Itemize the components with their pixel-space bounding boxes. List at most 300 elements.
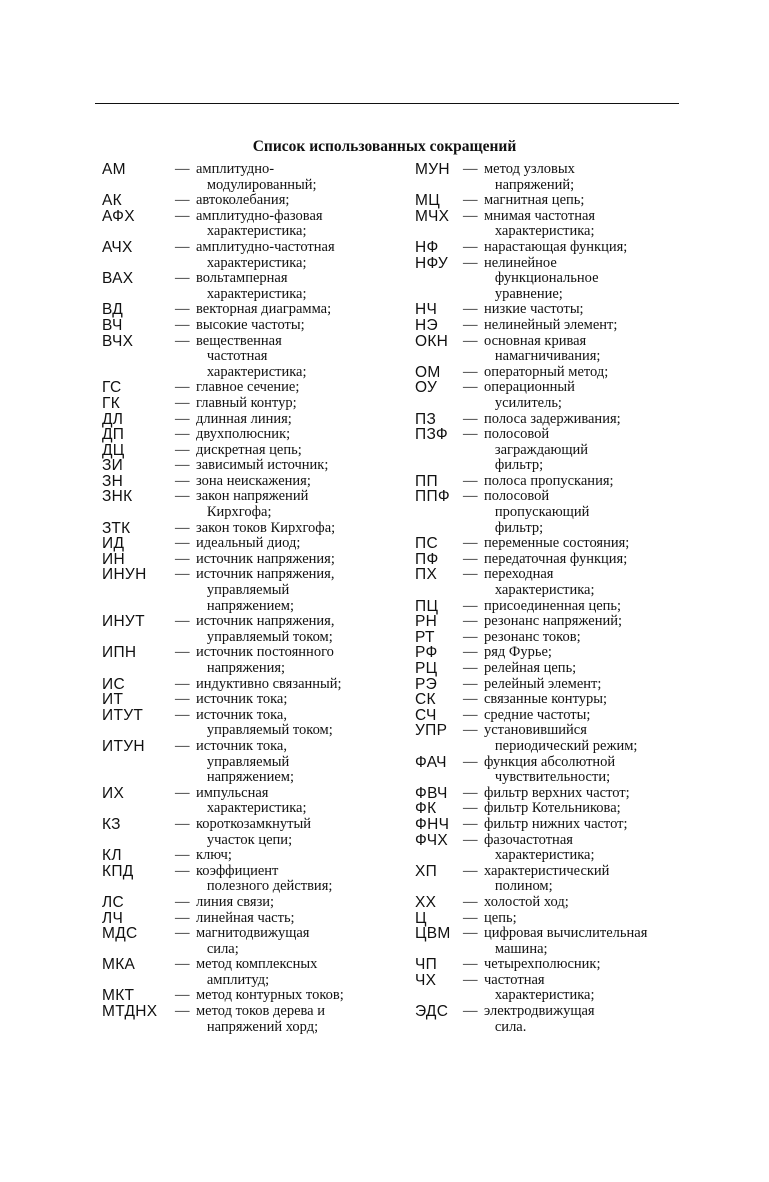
definition: зона неискажения;: [196, 472, 311, 489]
definition: холостой ход;: [484, 893, 569, 910]
abbreviation-entry: [102, 645, 344, 676]
definition: переходная характеристика;: [484, 566, 595, 599]
em-dash: —: [463, 893, 478, 910]
abbreviation: ИНУТ: [102, 613, 145, 631]
abbreviation: ЭДС: [415, 1003, 449, 1021]
abbreviation: АЧХ: [102, 238, 133, 256]
definition: операционный усилитель;: [484, 379, 575, 411]
definition: зависимый источник;: [196, 457, 329, 474]
abbreviation-entry: [415, 334, 647, 365]
abbreviation-entry: [415, 973, 647, 1004]
abbreviation: ФАЧ: [415, 753, 447, 771]
definition: главное сечение;: [196, 379, 300, 396]
definition: фильтр верхних частот;: [484, 784, 630, 801]
definition: полосовой пропускающий фильтр;: [484, 488, 590, 536]
definition: нарастающая функция;: [484, 238, 628, 255]
definition: вольтамперная характеристика;: [196, 270, 307, 302]
em-dash: —: [463, 815, 478, 832]
abbreviation-entry: [415, 427, 647, 474]
abbreviation-entry: [415, 209, 647, 240]
abbreviation: ПЗ: [415, 410, 437, 428]
definition: автоколебания;: [196, 192, 290, 209]
abbreviation-entry: [102, 521, 344, 537]
definition: цифровая вычислительная машина;: [484, 925, 648, 957]
abbreviation-entry: [102, 988, 344, 1004]
definition: закон токов Кирхгофа;: [196, 519, 336, 536]
definition: нелинейный элемент;: [484, 316, 618, 333]
abbreviation: ОМ: [415, 363, 441, 381]
abbreviation: ЧХ: [415, 971, 437, 989]
abbreviation-entry: [415, 256, 647, 303]
abbreviation-entry: [415, 193, 647, 209]
abbreviation: ФВЧ: [415, 784, 448, 802]
em-dash: —: [175, 925, 190, 942]
definition: присоединенная цепь;: [484, 597, 622, 614]
definition: полоса задерживания;: [484, 410, 621, 427]
em-dash: —: [175, 737, 190, 754]
abbreviation-entry: [102, 489, 344, 520]
abbreviation: РФ: [415, 644, 438, 662]
definition: мнимая частотная характеристика;: [484, 207, 596, 240]
definition: ключ;: [196, 847, 232, 864]
abbreviation: ХП: [415, 862, 438, 880]
definition: установившийся периодический режим;: [484, 722, 638, 754]
abbreviation-entry: [102, 848, 344, 864]
abbreviation-entry: [102, 552, 344, 568]
definition: векторная диаграмма;: [196, 301, 332, 318]
abbreviation-entry: [415, 708, 647, 724]
em-dash: —: [175, 426, 190, 443]
page-title: Список использованных сокращений: [252, 138, 517, 155]
definition: закон напряжений Кирхгофа;: [196, 488, 309, 521]
em-dash: —: [175, 956, 190, 973]
definition: метод комплексных амплитуд;: [196, 956, 318, 988]
abbreviation-entry: [415, 380, 647, 411]
definition: магнитная цепь;: [484, 192, 585, 209]
em-dash: —: [463, 597, 478, 614]
em-dash: —: [175, 301, 190, 318]
abbreviation-entry: [102, 926, 344, 957]
abbreviation: МКА: [102, 956, 136, 974]
definition: фильтр нижних частот;: [484, 815, 628, 832]
definition: вещественная частотная характеристика;: [196, 332, 307, 380]
em-dash: —: [175, 784, 190, 801]
abbreviation-entry: [102, 458, 344, 474]
abbreviation-entry: [415, 1004, 647, 1035]
em-dash: —: [463, 613, 478, 630]
definition: длинная линия;: [196, 410, 292, 427]
abbreviation-entry: [415, 614, 647, 630]
abbreviation-entry: [415, 552, 647, 568]
abbreviation-entry: [415, 302, 647, 318]
em-dash: —: [175, 472, 190, 489]
definition: основная кривая намагничивания;: [484, 332, 601, 365]
definition: ряд Фурье;: [484, 644, 552, 661]
abbreviation: КЗ: [102, 815, 121, 833]
abbreviation-entry: [102, 380, 344, 396]
left-column: [102, 162, 344, 1035]
abbreviation-entry: [415, 567, 647, 598]
abbreviation: ЛС: [102, 893, 124, 911]
em-dash: —: [463, 238, 478, 255]
abbreviation: ИТУН: [102, 737, 145, 755]
abbreviation-entry: [415, 240, 647, 256]
em-dash: —: [175, 192, 190, 209]
abbreviation-entry: [102, 895, 344, 911]
abbreviation-entry: [102, 1004, 344, 1035]
em-dash: —: [463, 706, 478, 723]
abbreviation: ВЧХ: [102, 332, 134, 350]
abbreviation-entry: [102, 240, 344, 271]
abbreviation: МЦ: [415, 192, 440, 210]
em-dash: —: [175, 270, 190, 287]
em-dash: —: [175, 207, 190, 224]
em-dash: —: [175, 457, 190, 474]
em-dash: —: [463, 379, 478, 396]
em-dash: —: [463, 535, 478, 552]
em-dash: —: [463, 628, 478, 645]
em-dash: —: [175, 535, 190, 552]
abbreviation-entry: [415, 489, 647, 536]
em-dash: —: [175, 1003, 190, 1020]
em-dash: —: [175, 847, 190, 864]
abbreviation-entry: [102, 957, 344, 988]
em-dash: —: [463, 925, 478, 942]
abbreviation: ИТУТ: [102, 706, 144, 724]
abbreviation: АМ: [102, 161, 126, 178]
abbreviation: НФ: [415, 238, 439, 256]
abbreviation-entry: [415, 817, 647, 833]
em-dash: —: [463, 254, 478, 271]
definition: дискретная цепь;: [196, 441, 302, 458]
abbreviation: ПС: [415, 535, 438, 553]
abbreviation: КЛ: [102, 847, 122, 865]
em-dash: —: [175, 893, 190, 910]
abbreviation-entry: [102, 708, 344, 739]
definition: резонанс токов;: [484, 628, 581, 645]
em-dash: —: [463, 691, 478, 708]
abbreviation: НЧ: [415, 301, 438, 319]
abbreviation: ФЧХ: [415, 831, 449, 849]
abbreviation: Ц: [415, 909, 427, 927]
abbreviation-entry: [102, 396, 344, 412]
em-dash: —: [463, 316, 478, 333]
definition: низкие частоты;: [484, 301, 584, 318]
em-dash: —: [175, 706, 190, 723]
em-dash: —: [175, 613, 190, 630]
abbreviation-entry: [415, 630, 647, 646]
abbreviation-entry: [415, 926, 647, 957]
abbreviation-entry: [415, 318, 647, 334]
abbreviation: СК: [415, 691, 436, 709]
definition: магнитодвижущая сила;: [196, 925, 310, 957]
abbreviation: ИНУН: [102, 566, 147, 584]
abbreviation: ВЧ: [102, 316, 123, 334]
definition: метод узловых напряжений;: [484, 161, 575, 193]
em-dash: —: [175, 675, 190, 692]
abbreviation-entry: [102, 162, 344, 193]
abbreviation-entry: [102, 677, 344, 693]
em-dash: —: [463, 426, 478, 443]
abbreviation-entry: [415, 677, 647, 693]
abbreviation: ПП: [415, 472, 438, 490]
em-dash: —: [175, 862, 190, 879]
em-dash: —: [463, 550, 478, 567]
definition: амплитудно-частотная характеристика;: [196, 238, 335, 271]
definition: электродвижущая сила.: [484, 1003, 595, 1035]
em-dash: —: [175, 909, 190, 926]
abbreviation: МУН: [415, 161, 450, 178]
definition: амплитудно-фазовая характеристика;: [196, 207, 323, 240]
em-dash: —: [463, 784, 478, 801]
definition: переменные состояния;: [484, 535, 630, 552]
abbreviation-entry: [415, 833, 647, 864]
abbreviation-entry: [102, 614, 344, 645]
definition: связанные контуры;: [484, 691, 607, 708]
abbreviation: ЦВМ: [415, 925, 451, 943]
abbreviation: ИТ: [102, 691, 124, 709]
abbreviation: ГС: [102, 379, 122, 397]
em-dash: —: [175, 691, 190, 708]
abbreviation: ОУ: [415, 379, 438, 397]
abbreviation-entry: [415, 755, 647, 786]
definition: четырехполюсник;: [484, 956, 601, 973]
abbreviation: МДС: [102, 925, 138, 943]
definition: функция абсолютной чувствительности;: [484, 753, 616, 786]
abbreviation: ИД: [102, 535, 125, 553]
abbreviation: ВАХ: [102, 270, 134, 288]
abbreviation: РЦ: [415, 660, 438, 677]
em-dash: —: [175, 410, 190, 427]
abbreviation-entry: [102, 739, 344, 786]
abbreviation: ИПН: [102, 644, 137, 662]
abbreviation: ЗТК: [102, 519, 131, 537]
definition: полосовой заграждающий фильтр;: [484, 426, 589, 474]
em-dash: —: [463, 332, 478, 349]
abbreviation-entry: [415, 723, 647, 754]
definition: главный контур;: [196, 394, 297, 411]
abbreviation: АК: [102, 192, 122, 210]
em-dash: —: [463, 472, 478, 489]
abbreviation: РЭ: [415, 675, 438, 693]
abbreviation: ДЦ: [102, 441, 125, 459]
definition: источник тока, управляемый током;: [196, 706, 333, 739]
em-dash: —: [463, 192, 478, 209]
definition: источник постоянного напряжения;: [196, 644, 334, 676]
em-dash: —: [175, 488, 190, 505]
em-dash: —: [463, 1003, 478, 1020]
abbreviation-entry: [415, 365, 647, 381]
definition: импульсная характеристика;: [196, 784, 307, 817]
definition: источник тока, управляемый напряжением;: [196, 737, 294, 786]
em-dash: —: [463, 644, 478, 661]
definition: источник напряжения, управляемый напряжением;: [196, 566, 335, 614]
abbreviation-entry: [102, 193, 344, 209]
abbreviation: УПР: [415, 722, 448, 740]
em-dash: —: [463, 161, 478, 177]
abbreviation-entry: [102, 334, 344, 381]
em-dash: —: [463, 410, 478, 427]
abbreviation: ППФ: [415, 488, 450, 506]
em-dash: —: [175, 332, 190, 349]
abbreviation-entry: [102, 817, 344, 848]
em-dash: —: [463, 207, 478, 224]
abbreviation-entry: [102, 271, 344, 302]
definition: коэффициент полезного действия;: [196, 862, 333, 895]
em-dash: —: [175, 379, 190, 396]
em-dash: —: [175, 161, 190, 177]
abbreviation: ПЗФ: [415, 426, 449, 444]
abbreviation-entry: [102, 443, 344, 459]
definition: фазочастотная характеристика;: [484, 831, 595, 864]
definition: метод токов дерева и напряжений хорд;: [196, 1003, 325, 1035]
right-column: [415, 162, 647, 1035]
em-dash: —: [463, 753, 478, 770]
abbreviation-entry: [415, 536, 647, 552]
abbreviation-entry: [102, 474, 344, 490]
abbreviation: ИХ: [102, 784, 125, 802]
em-dash: —: [463, 301, 478, 318]
abbreviation: ОКН: [415, 332, 449, 350]
abbreviation: ИН: [102, 550, 125, 568]
abbreviation-entry: [102, 864, 344, 895]
abbreviation: ПХ: [415, 566, 438, 584]
definition: характеристический полином;: [484, 862, 610, 895]
em-dash: —: [175, 815, 190, 832]
em-dash: —: [463, 488, 478, 505]
abbreviation-entry: [415, 786, 647, 802]
abbreviation-entry: [102, 427, 344, 443]
abbreviation-entry: [102, 567, 344, 614]
em-dash: —: [175, 987, 190, 1004]
definition: амплитудно- модулированный;: [196, 161, 317, 193]
em-dash: —: [175, 566, 190, 583]
em-dash: —: [463, 956, 478, 973]
abbreviation-entry: [415, 864, 647, 895]
top-rule: [95, 103, 679, 104]
definition: резонанс напряжений;: [484, 613, 623, 630]
em-dash: —: [175, 394, 190, 411]
definition: индуктивно связанный;: [196, 675, 342, 692]
definition: источник напряжения, управляемый током;: [196, 613, 335, 645]
abbreviation-entry: [415, 911, 647, 927]
definition: релейный элемент;: [484, 675, 602, 692]
em-dash: —: [463, 862, 478, 879]
definition: полоса пропускания;: [484, 472, 614, 489]
em-dash: —: [463, 800, 478, 817]
abbreviation: НФУ: [415, 254, 449, 272]
em-dash: —: [175, 316, 190, 333]
em-dash: —: [463, 363, 478, 380]
em-dash: —: [175, 238, 190, 255]
definition: средние частоты;: [484, 706, 591, 723]
abbreviation-entry: [415, 895, 647, 911]
abbreviation-entry: [415, 692, 647, 708]
abbreviation-entry: [102, 536, 344, 552]
definition: частотная характеристика;: [484, 971, 595, 1004]
abbreviation: ЗН: [102, 472, 124, 490]
definition: цепь;: [484, 909, 517, 926]
definition: линия связи;: [196, 893, 275, 910]
abbreviation-entry: [102, 412, 344, 428]
definition: релейная цепь;: [484, 660, 577, 676]
definition: источник тока;: [196, 691, 288, 708]
definition: источник напряжения;: [196, 550, 335, 567]
abbreviation: ЗНК: [102, 488, 133, 506]
abbreviation: ГК: [102, 394, 121, 412]
em-dash: —: [175, 644, 190, 661]
abbreviation-entry: [102, 911, 344, 927]
abbreviation-entry: [102, 692, 344, 708]
abbreviation: ДЛ: [102, 410, 124, 428]
definition: идеальный диод;: [196, 535, 301, 552]
abbreviation: ЗИ: [102, 457, 124, 475]
definition: операторный метод;: [484, 363, 609, 380]
abbreviation: НЭ: [415, 316, 438, 334]
em-dash: —: [463, 971, 478, 988]
abbreviation: ЛЧ: [102, 909, 124, 927]
definition: нелинейное функциональное уравнение;: [484, 254, 599, 302]
abbreviation: ДП: [102, 426, 125, 444]
abbreviation: РН: [415, 613, 438, 631]
definition: линейная часть;: [196, 909, 295, 926]
definition: двухполюсник;: [196, 426, 291, 443]
em-dash: —: [175, 519, 190, 536]
em-dash: —: [463, 831, 478, 848]
abbreviation: ИС: [102, 675, 125, 693]
abbreviation: КПД: [102, 862, 134, 880]
abbreviation-entry: [415, 957, 647, 973]
abbreviation: ФНЧ: [415, 815, 450, 833]
abbreviation-entry: [415, 474, 647, 490]
abbreviation: МТДНХ: [102, 1003, 158, 1021]
abbreviation-entry: [415, 412, 647, 428]
definition: метод контурных токов;: [196, 987, 344, 1004]
abbreviation-entry: [415, 661, 647, 677]
abbreviation: ФК: [415, 800, 437, 818]
definition: фильтр Котельникова;: [484, 800, 621, 817]
abbreviation: МКТ: [102, 987, 135, 1005]
em-dash: —: [463, 722, 478, 739]
em-dash: —: [463, 675, 478, 692]
em-dash: —: [175, 441, 190, 458]
abbreviation: ЧП: [415, 956, 438, 974]
definition: передаточная функция;: [484, 550, 628, 567]
abbreviation-entry: [102, 318, 344, 334]
abbreviation-entry: [102, 209, 344, 240]
em-dash: —: [463, 566, 478, 583]
abbreviation-entry: [415, 645, 647, 661]
em-dash: —: [463, 660, 478, 676]
abbreviation: РТ: [415, 628, 435, 646]
abbreviation-entry: [415, 599, 647, 615]
abbreviation-entry: [415, 162, 647, 193]
abbreviation: ХХ: [415, 893, 437, 911]
definition: высокие частоты;: [196, 316, 305, 333]
abbreviation: ПФ: [415, 550, 439, 568]
abbreviation-entry: [102, 302, 344, 318]
abbreviation: МЧХ: [415, 207, 450, 225]
abbreviation: АФХ: [102, 207, 135, 225]
abbreviation: СЧ: [415, 706, 437, 724]
em-dash: —: [463, 909, 478, 926]
definition: короткозамкнутый участок цепи;: [196, 815, 311, 848]
abbreviation-entry: [415, 801, 647, 817]
abbreviation: ПЦ: [415, 597, 439, 615]
abbreviation-entry: [102, 786, 344, 817]
abbreviation: ВД: [102, 301, 124, 319]
em-dash: —: [175, 550, 190, 567]
